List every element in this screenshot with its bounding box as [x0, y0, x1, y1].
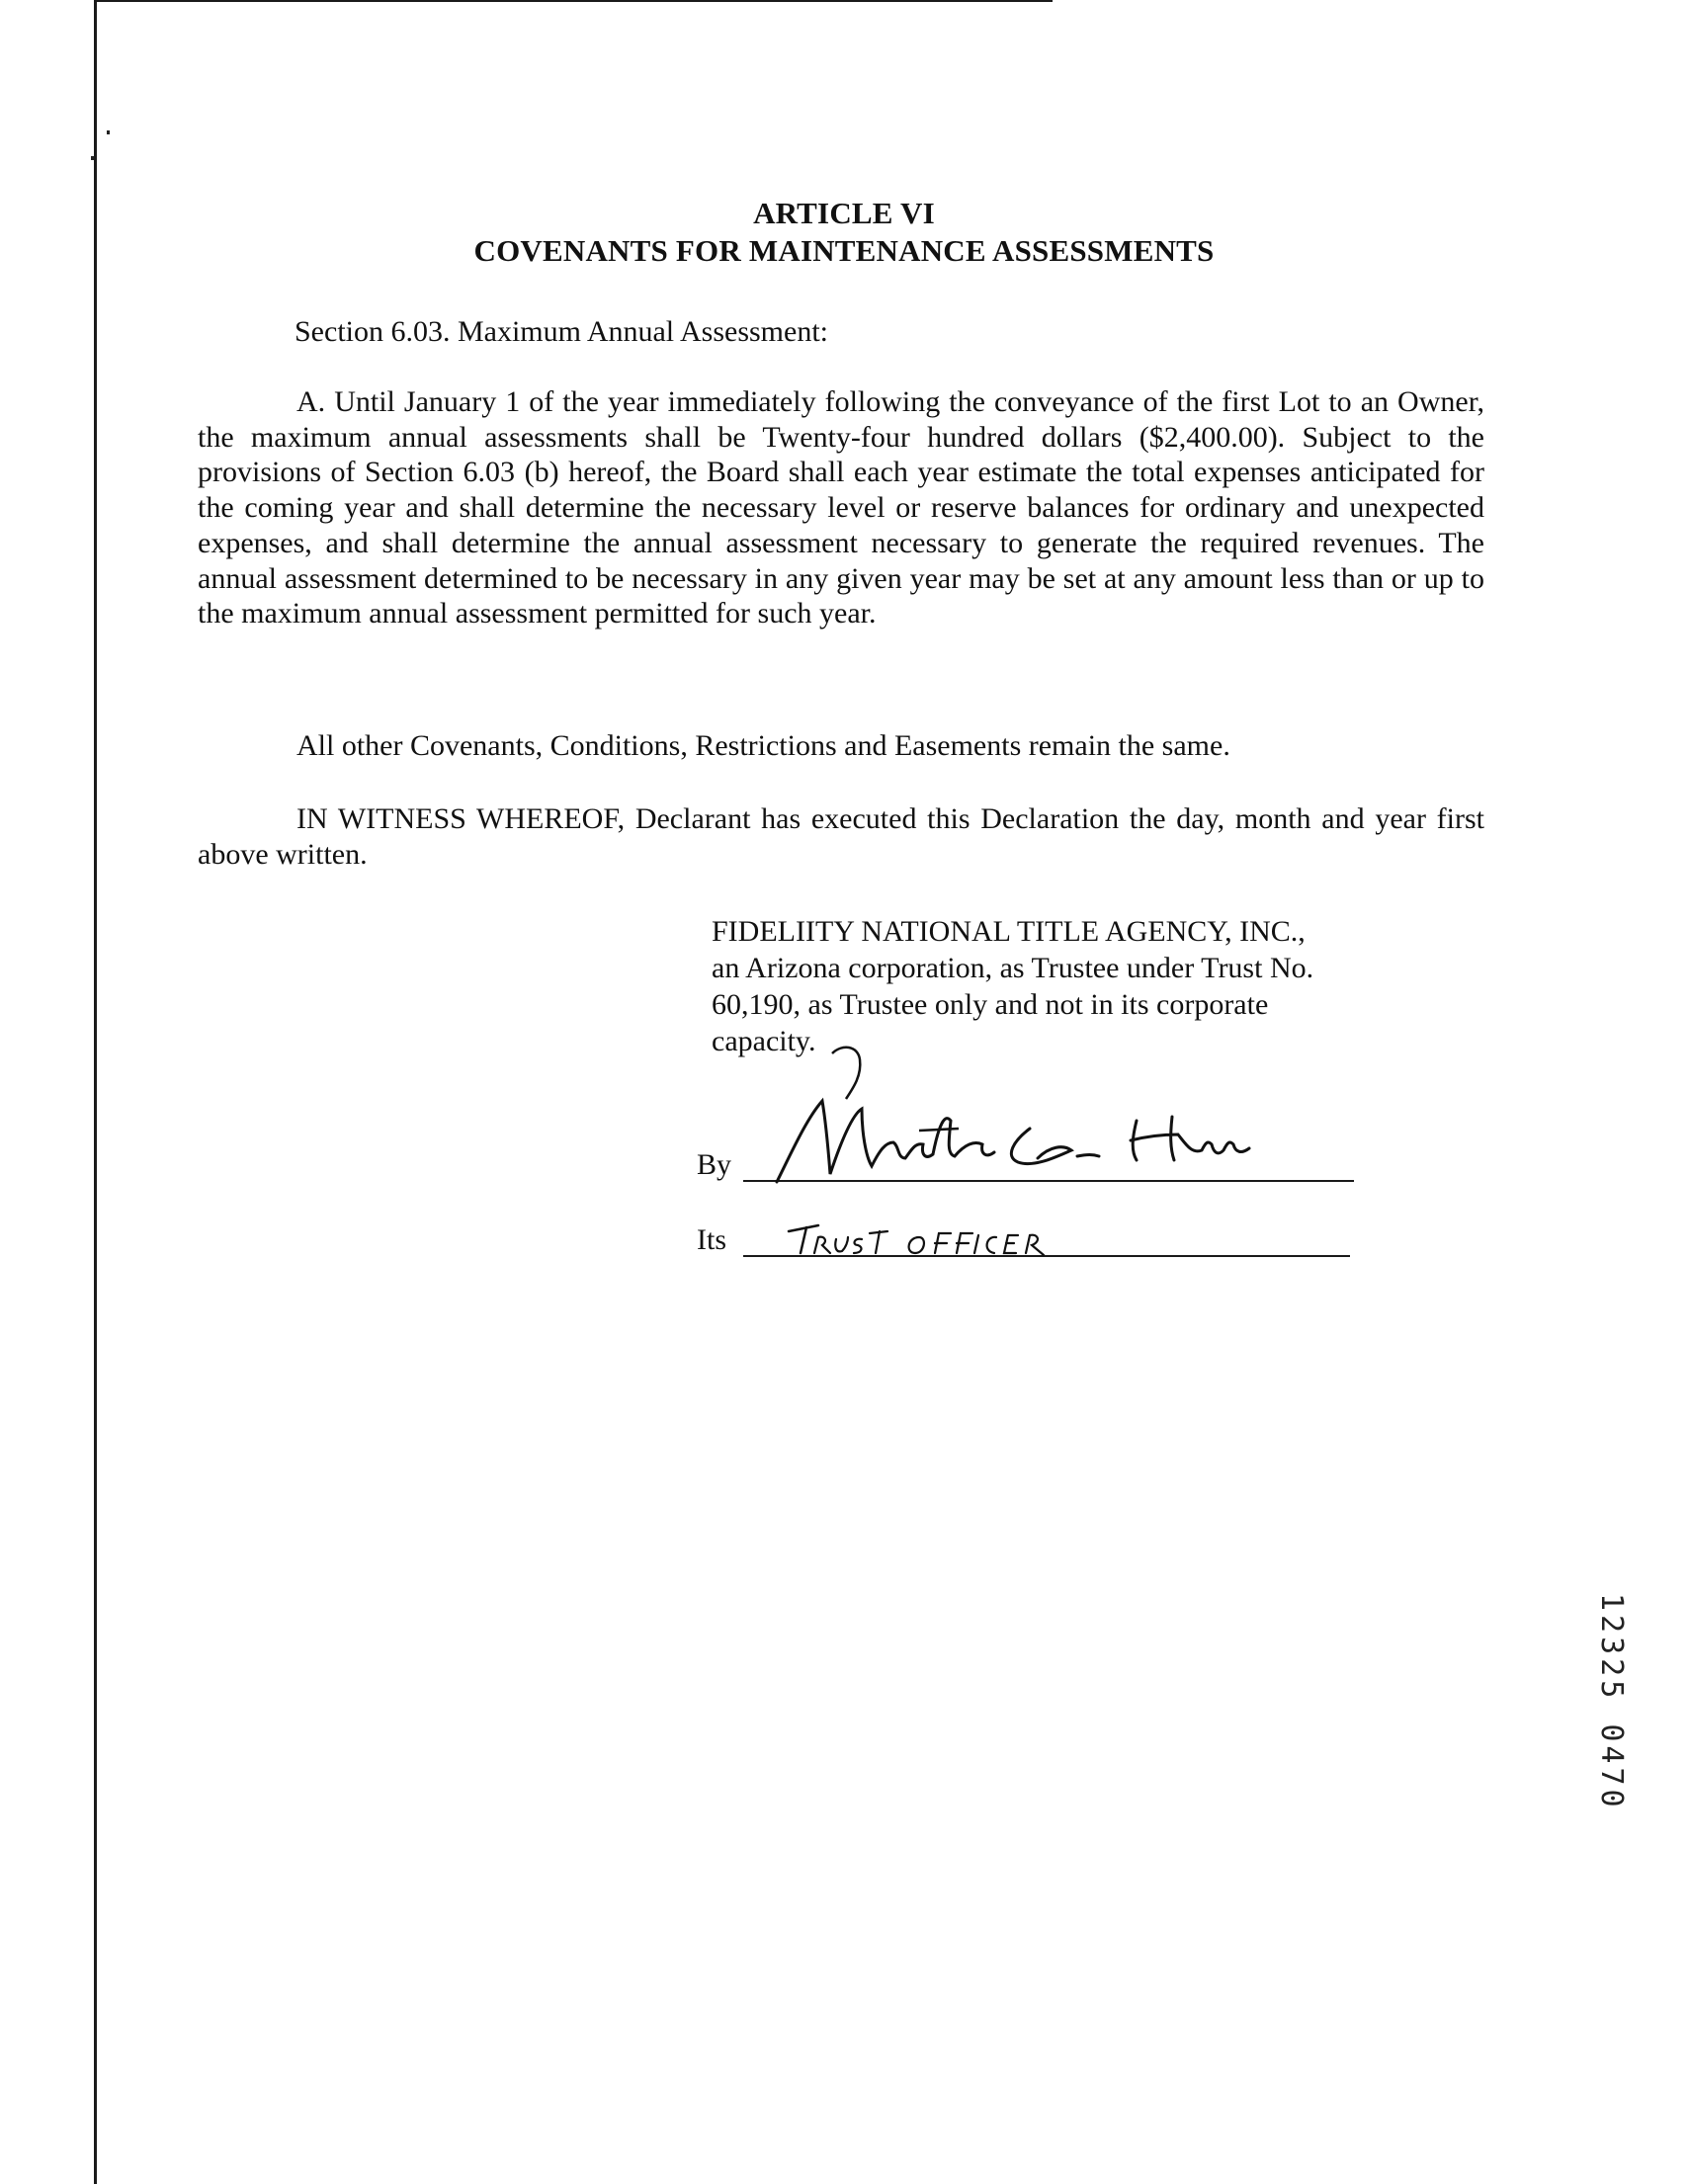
paragraph-a-text: A. Until January 1 of the year immediately following the conveyance of the first Lot to an Owner, the maximum annual assessments shall be Twenty-four hundred dollars ($2,400.00). Subject to the provisions of Section 6.03 (b) hereof, the Board shall each year estimate the total expenses anticipated for the coming year and shall determine the necessary level or reserve balances for ordinary and unexpected expenses, and shall determine the annual assessment necessary to generate the required revenues. The annual assessment determined to be necessary in any given year may be set at any amount less than or up to the maximum annual assessment permitted for such year.: [198, 385, 1484, 630]
article-subtitle: COVENANTS FOR MAINTENANCE ASSESSMENTS: [473, 233, 1215, 268]
scan-top-line: [94, 0, 1053, 2]
section-heading: Section 6.03. Maximum Annual Assessment:: [295, 315, 828, 348]
its-label: Its: [697, 1223, 726, 1256]
handwritten-title: [785, 1218, 1081, 1263]
recording-stamp: 12325 0470: [1594, 1593, 1629, 1811]
scan-left-border: [94, 0, 97, 2184]
article-title: ARTICLE VI: [753, 196, 935, 230]
paragraph-a: [198, 384, 1484, 631]
handwritten-signature: [771, 1085, 1285, 1194]
paragraph-other: [198, 728, 1484, 764]
by-label: By: [697, 1148, 732, 1181]
paragraph-witness-text: IN WITNESS WHEREOF, Declarant has executed this Declaration the day, month and year first above written.: [198, 802, 1484, 871]
paragraph-witness: [198, 801, 1484, 872]
paragraph-other-text: All other Covenants, Conditions, Restrictions and Easements remain the same.: [296, 729, 1230, 762]
signature-entity: FIDELIITY NATIONAL TITLE AGENCY, INC., an Arizona corporation, as Trustee under Trust No. 60,190, as Trustee only and not in its corporate capacity.: [712, 915, 1314, 1057]
scan-dot: [107, 130, 110, 134]
scan-dot: [91, 156, 94, 160]
